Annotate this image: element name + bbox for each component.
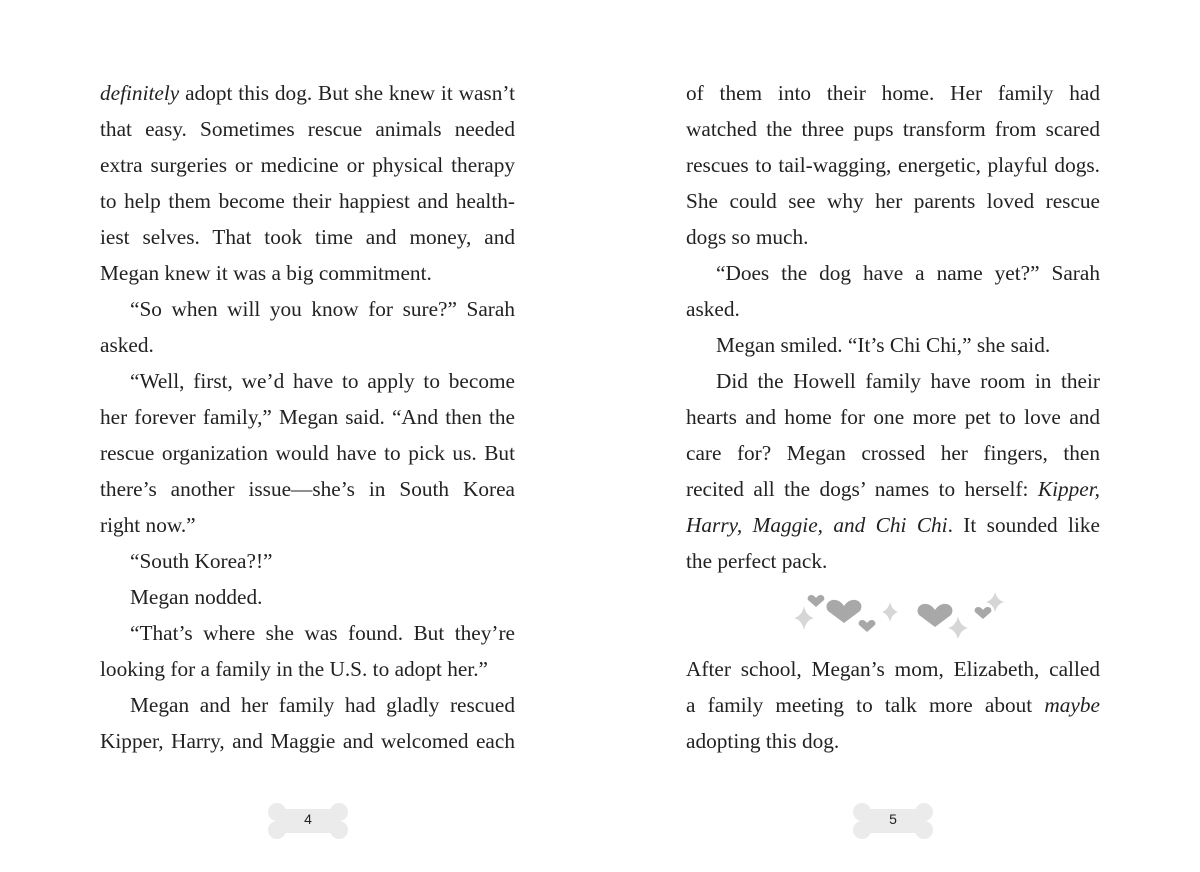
text-segment: iest selves. That took time and money, and xyxy=(100,225,515,249)
text-line xyxy=(686,688,1100,724)
left-page xyxy=(100,0,515,872)
text-line xyxy=(100,364,515,400)
text-line xyxy=(100,544,515,580)
text-line xyxy=(686,544,1100,580)
text-segment: right now.” xyxy=(100,513,196,537)
italic-text: Harry, Maggie, and Chi Chi xyxy=(686,513,948,537)
text-segment: of them into their home. Her family had xyxy=(686,81,1100,105)
text-segment: rescue organization would have to pick us. But xyxy=(100,441,515,465)
page-number-badge-left xyxy=(266,802,350,840)
heart-icon xyxy=(827,600,862,623)
text-line xyxy=(100,184,515,220)
text-line xyxy=(100,580,515,616)
text-segment: “Well, first, we’d have to apply to become xyxy=(130,369,515,393)
text-line xyxy=(100,400,515,436)
text-line xyxy=(100,148,515,184)
text-line xyxy=(100,688,515,724)
text-line xyxy=(686,292,1100,328)
heart-icon xyxy=(975,607,992,619)
text-line xyxy=(100,76,515,112)
text-segment: that easy. Sometimes rescue animals needed xyxy=(100,117,515,141)
text-line xyxy=(686,76,1100,112)
text-line xyxy=(686,724,1100,760)
text-line xyxy=(686,256,1100,292)
text-segment: a family meeting to talk more about xyxy=(686,693,1045,717)
text-segment: adopt this dog. But she knew it wasn’t xyxy=(179,81,515,105)
page-number-badge-right xyxy=(851,802,935,840)
text-segment: looking for a family in the U.S. to adopt her.” xyxy=(100,657,489,681)
text-segment: She could see why her parents loved rescue xyxy=(686,189,1100,213)
left-page-text xyxy=(100,76,515,760)
text-line xyxy=(100,220,515,256)
text-line xyxy=(686,508,1100,544)
text-line xyxy=(686,220,1100,256)
text-line xyxy=(686,148,1100,184)
text-line xyxy=(100,328,515,364)
text-line xyxy=(686,364,1100,400)
page-number: 4 xyxy=(304,811,312,827)
text-segment: asked. xyxy=(100,333,154,357)
text-segment: rescues to tail-wagging, energetic, playful dogs. xyxy=(686,153,1100,177)
text-segment: the perfect pack. xyxy=(686,549,828,573)
text-line xyxy=(100,256,515,292)
text-segment: Megan and her family had gladly rescued xyxy=(130,693,515,717)
text-segment: . It sounded like xyxy=(947,513,1100,537)
text-segment: there’s another issue—she’s in South Korea xyxy=(100,477,515,501)
text-segment: Megan nodded. xyxy=(130,585,263,609)
text-line xyxy=(686,328,1100,364)
text-line xyxy=(100,616,515,652)
hearts-section-divider-icon xyxy=(780,588,1010,638)
text-segment: Megan knew it was a big commitment. xyxy=(100,261,432,285)
heart-icon xyxy=(808,595,825,607)
right-page-text xyxy=(686,76,1100,580)
text-line xyxy=(686,184,1100,220)
text-segment: “Does the dog have a name yet?” Sarah xyxy=(716,261,1100,285)
text-line xyxy=(100,724,515,760)
text-segment: Megan smiled. “It’s Chi Chi,” she said. xyxy=(716,333,1051,357)
text-segment: her forever family,” Megan said. “And then the xyxy=(100,405,515,429)
sparkle-icon xyxy=(948,616,968,638)
text-segment: asked. xyxy=(686,297,740,321)
text-segment: adopting this dog. xyxy=(686,729,840,753)
sparkle-icon xyxy=(794,606,814,630)
text-segment: hearts and home for one more pet to love and xyxy=(686,405,1100,429)
text-segment: Kipper, Harry, and Maggie and welcomed each xyxy=(100,729,515,753)
text-line xyxy=(686,400,1100,436)
text-line xyxy=(686,112,1100,148)
text-segment: to help them become their happiest and health- xyxy=(100,189,515,213)
text-segment: dogs so much. xyxy=(686,225,809,249)
text-line xyxy=(686,472,1100,508)
text-segment: watched the three pups transform from scared xyxy=(686,117,1100,141)
text-line xyxy=(100,292,515,328)
italic-text: definitely xyxy=(100,81,180,105)
text-segment: After school, Megan’s mom, Elizabeth, called xyxy=(686,657,1100,681)
text-segment: extra surgeries or medicine or physical therapy xyxy=(100,153,515,177)
right-page-text-after-break xyxy=(686,652,1100,760)
text-segment: “So when will you know for sure?” Sarah xyxy=(130,297,515,321)
page-number: 5 xyxy=(889,811,897,827)
text-line xyxy=(100,652,515,688)
italic-text: Kipper, xyxy=(1037,477,1100,501)
text-segment: Did the Howell family have room in their xyxy=(716,369,1100,393)
text-line xyxy=(686,652,1100,688)
text-segment: “South Korea?!” xyxy=(130,549,273,573)
heart-icon xyxy=(918,604,953,627)
text-line xyxy=(100,508,515,544)
italic-text: maybe xyxy=(1044,693,1100,717)
text-segment: recited all the dogs’ names to herself: xyxy=(686,477,1038,501)
heart-icon xyxy=(859,620,876,632)
text-line xyxy=(100,472,515,508)
text-line xyxy=(686,436,1100,472)
text-segment: care for? Megan crossed her fingers, then xyxy=(686,441,1100,465)
text-line xyxy=(100,112,515,148)
sparkle-icon xyxy=(882,602,898,622)
text-segment: “That’s where she was found. But they’re xyxy=(130,621,515,645)
right-page xyxy=(686,0,1100,872)
text-line xyxy=(100,436,515,472)
